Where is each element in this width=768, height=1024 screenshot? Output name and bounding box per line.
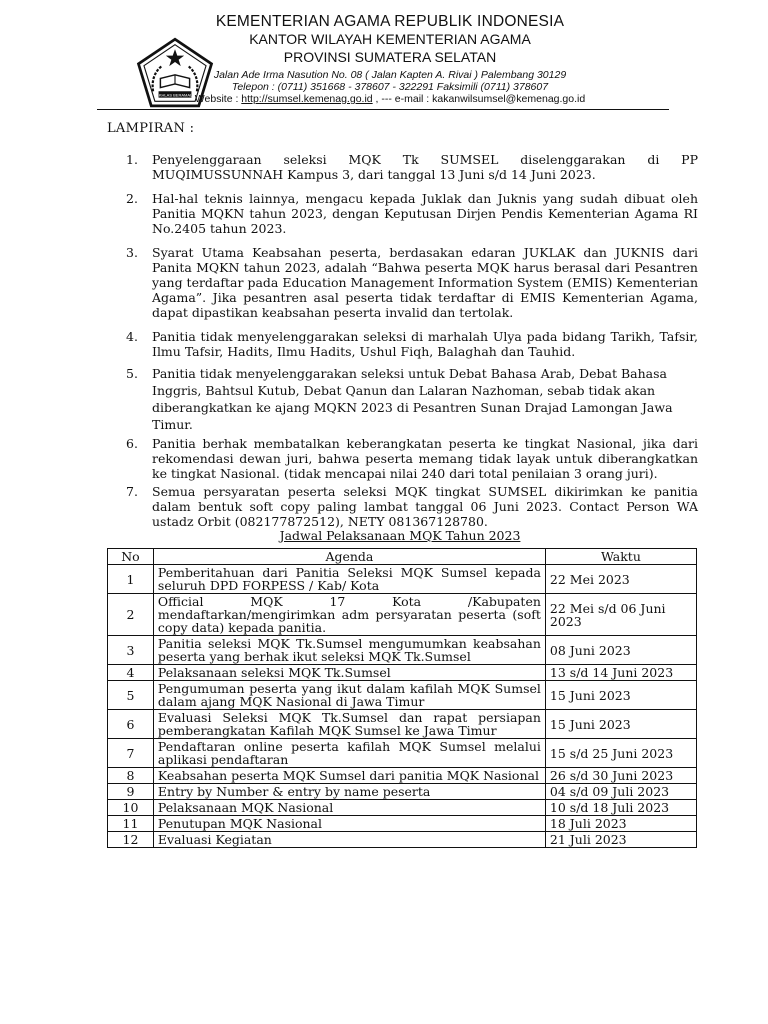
table-row bbox=[108, 768, 697, 784]
schedule-title: Jadwal Pelaksanaan MQK Tahun 2023 bbox=[279, 528, 521, 543]
cell-agenda: Evaluasi Kegiatan bbox=[153, 832, 545, 848]
website-link[interactable]: http://sumsel.kemenag.go.id bbox=[241, 93, 373, 105]
table-row bbox=[108, 800, 697, 816]
cell-waktu: 04 s/d 09 Juli 2023 bbox=[545, 784, 696, 800]
list-text: Panitia berhak membatalkan keberangkatan peserta ke tingkat Nasional, jika dari rekomendasi dewan juri, bahwa peserta memang tidak layak untuk diberangkatkan ke tingkat Nasional. (tidak mencapai nilai 240 dari total penilaian 3 orang juri). bbox=[152, 436, 698, 481]
cell-waktu: 18 Juli 2023 bbox=[545, 816, 696, 832]
logo-motto: IKHLAS BERAMAL bbox=[157, 92, 193, 98]
website-label: Website : bbox=[194, 93, 242, 105]
cell-no: 1 bbox=[108, 565, 154, 594]
cell-waktu: 10 s/d 18 Juli 2023 bbox=[545, 800, 696, 816]
cell-no: 5 bbox=[108, 681, 154, 710]
cell-waktu: 22 Mei 2023 bbox=[545, 565, 696, 594]
cell-waktu: 22 Mei s/d 06 Juni 2023 bbox=[545, 594, 696, 636]
cell-agenda: Pemberitahuan dari Panitia Seleksi MQK Sumsel kepada seluruh DPD FORPESS / Kab/ Kota bbox=[153, 565, 545, 594]
schedule-table bbox=[107, 548, 697, 848]
list-item bbox=[126, 152, 698, 182]
list-number: 7. bbox=[126, 484, 138, 499]
email-text: , --- e-mail : kakanwilsumsel@kemenag.go.id bbox=[372, 93, 586, 105]
cell-agenda: Panitia seleksi MQK Tk.Sumsel mengumumkan keabsahan peserta yang berhak ikut seleksi MQK Tk.Sumsel bbox=[153, 636, 545, 665]
list-number: 2. bbox=[126, 191, 138, 206]
cell-no: 6 bbox=[108, 710, 154, 739]
letterhead-phone: Telepon : (0711) 351668 - 378607 - 322291 Faksimili (0711) 378607 bbox=[231, 81, 549, 93]
list-item bbox=[126, 329, 698, 359]
table-row bbox=[108, 739, 697, 768]
cell-agenda: Entry by Number & entry by name peserta bbox=[153, 784, 545, 800]
list-text: Hal-hal teknis lainnya, mengacu kepada Juklak dan Juknis yang sudah dibuat oleh Panitia MQKN tahun 2023, dengan Keputusan Dirjen Pendis Kementerian Agama RI No.2405 tahun 2023. bbox=[152, 191, 698, 236]
table-row bbox=[108, 832, 697, 848]
table-row bbox=[108, 665, 697, 681]
cell-no: 9 bbox=[108, 784, 154, 800]
table-row bbox=[108, 784, 697, 800]
provision-list bbox=[126, 152, 698, 529]
lampiran-heading: LAMPIRAN : bbox=[107, 121, 195, 136]
cell-no: 10 bbox=[108, 800, 154, 816]
cell-agenda: Pendaftaran online peserta kafilah MQK Sumsel melalui aplikasi pendaftaran bbox=[153, 739, 545, 768]
cell-no: 12 bbox=[108, 832, 154, 848]
letterhead-ministry: KEMENTERIAN AGAMA REPUBLIK INDONESIA bbox=[215, 13, 565, 30]
table-row bbox=[108, 636, 697, 665]
cell-waktu: 15 Juni 2023 bbox=[545, 681, 696, 710]
cell-no: 3 bbox=[108, 636, 154, 665]
cell-waktu: 13 s/d 14 Juni 2023 bbox=[545, 665, 696, 681]
cell-no: 4 bbox=[108, 665, 154, 681]
table-row bbox=[108, 710, 697, 739]
cell-no: 7 bbox=[108, 739, 154, 768]
cell-agenda: Pengumuman peserta yang ikut dalam kafilah MQK Sumsel dalam ajang MQK Nasional di Jawa Timur bbox=[153, 681, 545, 710]
list-item bbox=[126, 245, 698, 320]
cell-agenda: Pelaksanaan seleksi MQK Tk.Sumsel bbox=[153, 665, 545, 681]
letterhead-province: PROVINSI SUMATERA SELATAN bbox=[283, 49, 497, 65]
table-header-row bbox=[108, 549, 697, 565]
letterhead-office: KANTOR WILAYAH KEMENTERIAN AGAMA bbox=[249, 31, 531, 47]
list-text: Semua persyaratan peserta seleksi MQK tingkat SUMSEL dikirimkan ke panitia dalam bentuk soft copy paling lambat tanggal 06 Juni 2023. Contact Person WA ustadz Orbit (082177872512), NETY 081367128780. bbox=[152, 484, 698, 529]
list-number: 4. bbox=[126, 329, 138, 344]
table-row bbox=[108, 565, 697, 594]
list-text: Penyelenggaraan seleksi MQK Tk SUMSEL diselenggarakan di PP MUQIMUSSUNNAH Kampus 3, dari tanggal 13 Juni s/d 14 Juni 2023. bbox=[152, 152, 698, 182]
cell-no: 11 bbox=[108, 816, 154, 832]
cell-agenda: Keabsahan peserta MQK Sumsel dari panitia MQK Nasional bbox=[153, 768, 545, 784]
list-item bbox=[126, 484, 698, 529]
table-row bbox=[108, 816, 697, 832]
list-item bbox=[126, 191, 698, 236]
cell-agenda: Pelaksanaan MQK Nasional bbox=[153, 800, 545, 816]
cell-waktu: 08 Juni 2023 bbox=[545, 636, 696, 665]
list-item bbox=[126, 365, 698, 433]
cell-agenda: Evaluasi Seleksi MQK Tk.Sumsel dan rapat persiapan pemberangkatan Kafilah MQK Sumsel ke Jawa Timur bbox=[153, 710, 545, 739]
cell-waktu: 15 Juni 2023 bbox=[545, 710, 696, 739]
column-header-waktu: Waktu bbox=[545, 549, 696, 565]
column-header-agenda: Agenda bbox=[153, 549, 545, 565]
column-header-no: No bbox=[108, 549, 154, 565]
list-item bbox=[126, 436, 698, 481]
list-number: 5. bbox=[126, 366, 138, 381]
cell-waktu: 21 Juli 2023 bbox=[545, 832, 696, 848]
cell-no: 2 bbox=[108, 594, 154, 636]
list-text: Syarat Utama Keabsahan peserta, berdasakan edaran JUKLAK dan JUKNIS dari Panita MQKN tahun 2023, adalah “Bahwa peserta MQK harus berasal dari Pesantren yang terdaftar pada Education Management Information System (EMIS) Kementerian Agama”. Jika pesantren asal peserta tidak terdaftar di EMIS Kementerian Agama, dapat dipastikan keabsahan peserta invalid dan tertolak. bbox=[152, 245, 699, 320]
cell-waktu: 26 s/d 30 Juni 2023 bbox=[545, 768, 696, 784]
letterhead-address: Jalan Ade Irma Nasution No. 08 ( Jalan Kapten A. Rivai ) Palembang 30129 bbox=[213, 69, 567, 81]
letterhead-contact bbox=[145, 93, 635, 105]
table-row bbox=[108, 594, 697, 636]
cell-agenda: Penutupan MQK Nasional bbox=[153, 816, 545, 832]
cell-no: 8 bbox=[108, 768, 154, 784]
list-number: 1. bbox=[126, 152, 138, 167]
list-number: 3. bbox=[126, 245, 138, 260]
letterhead-divider bbox=[97, 109, 669, 110]
table-row bbox=[108, 681, 697, 710]
list-number: 6. bbox=[126, 436, 138, 451]
cell-waktu: 15 s/d 25 Juni 2023 bbox=[545, 739, 696, 768]
list-text: Panitia tidak menyelenggarakan seleksi untuk Debat Bahasa Arab, Debat Bahasa Inggris, Bahtsul Kutub, Debat Qanun dan Lalaran Nazhoman, sebab tidak akan diberangkatkan ke ajang MQKN 2023 di Pesantren Sunan Drajad Lamongan Jawa Timur. bbox=[152, 366, 673, 432]
cell-agenda: Official MQK 17 Kota /Kabupaten mendaftarkan/mengirimkan adm persyaratan peserta (soft copy data) kepada panitia. bbox=[153, 594, 545, 636]
list-text: Panitia tidak menyelenggarakan seleksi di marhalah Ulya pada bidang Tarikh, Tafsir, Ilmu Tafsir, Hadits, Ilmu Hadits, Ushul Fiqh, Balaghah dan Tauhid. bbox=[152, 329, 698, 359]
